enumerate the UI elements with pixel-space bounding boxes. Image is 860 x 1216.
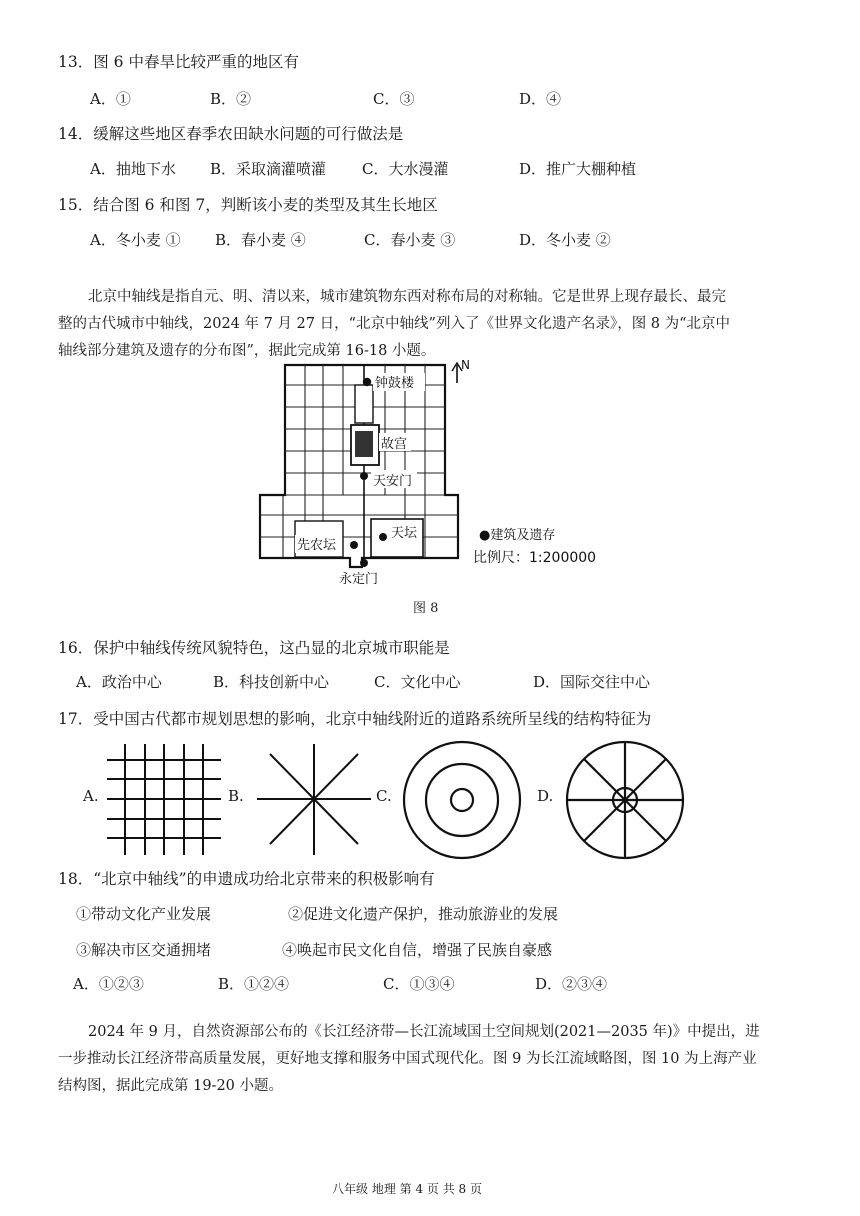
q17-option-d: D.	[537, 787, 554, 805]
q18-item-2: ②促进文化遗产保护，推动旅游业的发展	[288, 905, 559, 923]
q17-option-c: C.	[376, 787, 392, 805]
q18-item-1: ①带动文化产业发展	[76, 905, 212, 923]
passage-line: 结构图，据此完成第 19-20 小题。	[58, 1078, 284, 1094]
passage-line: 一步推动长江经济带高质量发展，更好地支撑和服务中国式现代化。图 9 为长江流域略图，图 10 为上海产业	[58, 1051, 757, 1067]
q15-option-c: C．春小麦 ③	[364, 231, 456, 249]
passage-line: 北京中轴线是指自元、明、清以来，城市建筑物东西对称布局的对称轴。它是世界上现存最长、最完	[88, 289, 726, 305]
q14-option-c: C．大水漫灌	[362, 160, 449, 178]
q15-option-d: D．冬小麦 ②	[519, 231, 611, 249]
q18-option-d: D．②③④	[535, 975, 608, 993]
radial-pattern-figure	[255, 742, 373, 857]
passage-yangtze	[58, 1019, 818, 1100]
north-label: N	[461, 358, 470, 372]
q13-option-b: B．②	[210, 90, 252, 108]
grid-pattern-figure	[105, 742, 223, 857]
q15-stem: 15．结合图 6 和图 7，判断该小麦的类型及其生长地区	[58, 196, 438, 214]
site-dot	[360, 472, 368, 480]
label-zhonggulou: 钟鼓楼	[375, 376, 415, 391]
label-tiananmen: 天安门	[373, 474, 413, 489]
label-gugong: 故宫	[381, 437, 408, 452]
q13-stem: 13．图 6 中春旱比较严重的地区有	[58, 53, 299, 71]
q13-option-c: C．③	[373, 90, 415, 108]
label-yongdingmen: 永定门	[339, 572, 379, 587]
q15-option-a: A．冬小麦 ①	[90, 231, 181, 249]
site-dot	[379, 533, 387, 541]
q17-option-a: A.	[83, 787, 99, 805]
site-dot	[350, 541, 358, 549]
q14-option-d: D．推广大棚种植	[519, 160, 637, 178]
q18-option-c: C．①③④	[383, 975, 455, 993]
q15-option-b: B．春小麦 ④	[215, 231, 306, 249]
page-footer: 八年级 地理 第 4 页 共 8 页	[332, 1182, 482, 1196]
map-scale: 比例尺：1:200000	[473, 550, 597, 566]
q16-option-a: A．政治中心	[76, 673, 162, 691]
q16-option-c: C．文化中心	[374, 673, 461, 691]
passage-line: 整的古代城市中轴线，2024 年 7 月 27 日，“北京中轴线”列入了《世界文化遗产名录》，图 8 为“北京中	[58, 316, 731, 332]
q14-stem: 14．缓解这些地区春季农田缺水问题的可行做法是	[58, 125, 404, 143]
label-xiannongtan: 先农坛	[297, 538, 337, 553]
beijing-axis-map	[255, 355, 615, 587]
q18-stem: 18．“北京中轴线”的申遗成功给北京带来的积极影响有	[58, 870, 435, 888]
passage-line: 轴线部分建筑及遗存的分布图”，据此完成第 16-18 小题。	[58, 343, 436, 359]
q17-stem: 17．受中国古代都市规划思想的影响，北京中轴线附近的道路系统所呈线的结构特征为	[58, 710, 652, 728]
concentric-pattern-figure	[400, 738, 524, 862]
q14-option-b: B．采取滴灌喷灌	[210, 160, 327, 178]
label-tiantan: 天坛	[391, 526, 418, 541]
q16-option-d: D．国际交往中心	[533, 673, 651, 691]
q18-option-a: A．①②③	[73, 975, 144, 993]
q13-option-a: A．①	[90, 90, 131, 108]
q18-item-3: ③解决市区交通拥堵	[76, 941, 212, 959]
map-legend: ●建筑及遗存	[479, 528, 556, 543]
q18-option-b: B．①②④	[218, 975, 290, 993]
q14-option-a: A．抽地下水	[90, 160, 176, 178]
site-dot	[360, 559, 368, 567]
palace-core	[355, 431, 373, 457]
figure-8-caption: 图 8	[413, 601, 439, 616]
q16-option-b: B．科技创新中心	[213, 673, 330, 691]
q16-stem: 16．保护中轴线传统风貌特色，这凸显的北京城市职能是	[58, 639, 450, 657]
q17-option-b: B.	[228, 787, 244, 805]
passage-line: 2024 年 9 月，自然资源部公布的《长江经济带—长江流域国土空间规划(2021—2035 年)》中提出，进	[88, 1024, 760, 1040]
site-dot	[363, 378, 371, 386]
q18-item-4: ④唤起市民文化自信，增强了民族自豪感	[282, 941, 553, 959]
passage-beijing-axis	[58, 284, 818, 365]
ring-radial-pattern-figure	[563, 738, 687, 862]
q13-option-d: D．④	[519, 90, 562, 108]
